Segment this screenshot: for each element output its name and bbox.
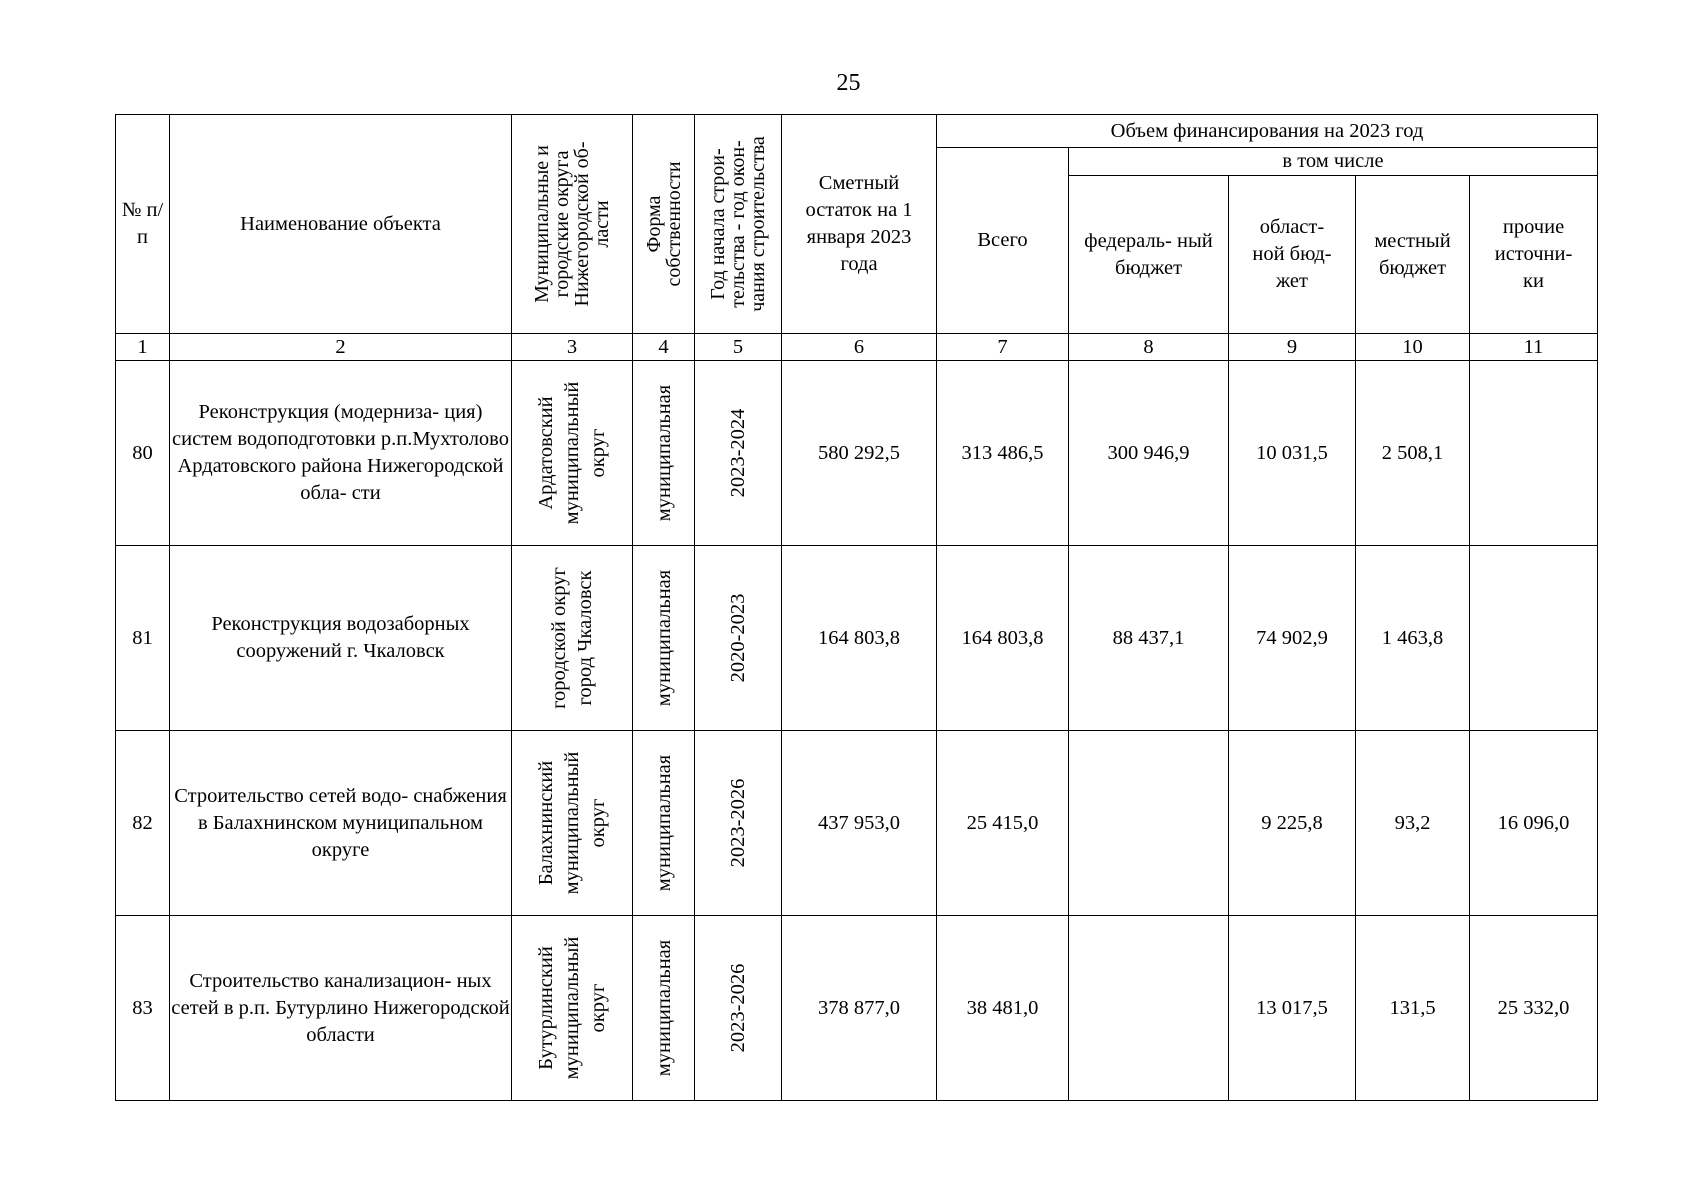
object-name: Строительство сетей водо- снабжения в Балахнинском муниципальном округе: [170, 731, 512, 916]
ownership: муниципальная: [633, 916, 695, 1101]
header-name: Наименование объекта: [170, 115, 512, 334]
header-total: Всего: [937, 148, 1069, 334]
municipality: Балахнинский муниципальный округ: [512, 731, 633, 916]
header-years: Год начала строи- тельства - год окон- чания строительства: [695, 115, 782, 334]
local-value: 1 463,8: [1356, 546, 1470, 731]
regional-value: 13 017,5: [1229, 916, 1356, 1101]
column-number: 9: [1229, 334, 1356, 361]
federal-value: 88 437,1: [1069, 546, 1229, 731]
table-row: [116, 546, 1598, 731]
page-number: 25: [836, 70, 861, 96]
table-row: [116, 916, 1598, 1101]
ownership: муниципальная: [633, 731, 695, 916]
estimate-value: 164 803,8: [782, 546, 937, 731]
column-number: 8: [1069, 334, 1229, 361]
object-name: Строительство канализацион- ных сетей в р.п. Бутурлино Нижегородской области: [170, 916, 512, 1101]
column-number: 11: [1470, 334, 1598, 361]
federal-value: 300 946,9: [1069, 361, 1229, 546]
object-name: Реконструкция водозаборных сооружений г. Чкаловск: [170, 546, 512, 731]
ownership: муниципальная: [633, 361, 695, 546]
header-other: прочие источни- ки: [1470, 176, 1598, 334]
column-number: 1: [116, 334, 170, 361]
other-value: 25 332,0: [1470, 916, 1598, 1101]
column-number: 3: [512, 334, 633, 361]
row-number: 81: [116, 546, 170, 731]
header-municipality: Муниципальные и городские округа Нижегородской об- ласти: [512, 115, 633, 334]
municipality: Ардатовский муниципальный округ: [512, 361, 633, 546]
years: 2020-2023: [695, 546, 782, 731]
column-number: 5: [695, 334, 782, 361]
total-value: 25 415,0: [937, 731, 1069, 916]
column-number: 10: [1356, 334, 1470, 361]
total-value: 164 803,8: [937, 546, 1069, 731]
column-number: 4: [633, 334, 695, 361]
local-value: 131,5: [1356, 916, 1470, 1101]
table-row: [116, 731, 1598, 916]
header-including: в том числе: [1069, 148, 1598, 176]
total-value: 38 481,0: [937, 916, 1069, 1101]
row-number: 83: [116, 916, 170, 1101]
object-name: Реконструкция (модерниза- ция) систем водоподготовки р.п.Мухтолово Ардатовского района Нижегородской обла- сти: [170, 361, 512, 546]
other-value: 16 096,0: [1470, 731, 1598, 916]
header-estimate: Сметный остаток на 1 января 2023 года: [782, 115, 937, 334]
regional-value: 74 902,9: [1229, 546, 1356, 731]
row-number: 80: [116, 361, 170, 546]
years: 2023-2024: [695, 361, 782, 546]
estimate-value: 378 877,0: [782, 916, 937, 1101]
local-value: 93,2: [1356, 731, 1470, 916]
years: 2023-2026: [695, 916, 782, 1101]
estimate-value: 437 953,0: [782, 731, 937, 916]
header-no: № п/ п: [116, 115, 170, 334]
header-regional: област- ной бюд- жет: [1229, 176, 1356, 334]
table-row: [116, 361, 1598, 546]
header-local: местный бюджет: [1356, 176, 1470, 334]
local-value: 2 508,1: [1356, 361, 1470, 546]
other-value: [1470, 361, 1598, 546]
municipality: Бутурлинский муниципальный округ: [512, 916, 633, 1101]
header-ownership: Форма собственности: [633, 115, 695, 334]
column-number: 7: [937, 334, 1069, 361]
years: 2023-2026: [695, 731, 782, 916]
total-value: 313 486,5: [937, 361, 1069, 546]
regional-value: 10 031,5: [1229, 361, 1356, 546]
regional-value: 9 225,8: [1229, 731, 1356, 916]
header-funding-group: Объем финансирования на 2023 год: [937, 115, 1598, 148]
other-value: [1470, 546, 1598, 731]
federal-value: [1069, 731, 1229, 916]
column-number: 2: [170, 334, 512, 361]
federal-value: [1069, 916, 1229, 1101]
row-number: 82: [116, 731, 170, 916]
municipality: городской округ город Чкаловск: [512, 546, 633, 731]
column-number: 6: [782, 334, 937, 361]
financing-table: [115, 114, 1598, 1101]
header-federal: федераль- ный бюджет: [1069, 176, 1229, 334]
ownership: муниципальная: [633, 546, 695, 731]
estimate-value: 580 292,5: [782, 361, 937, 546]
